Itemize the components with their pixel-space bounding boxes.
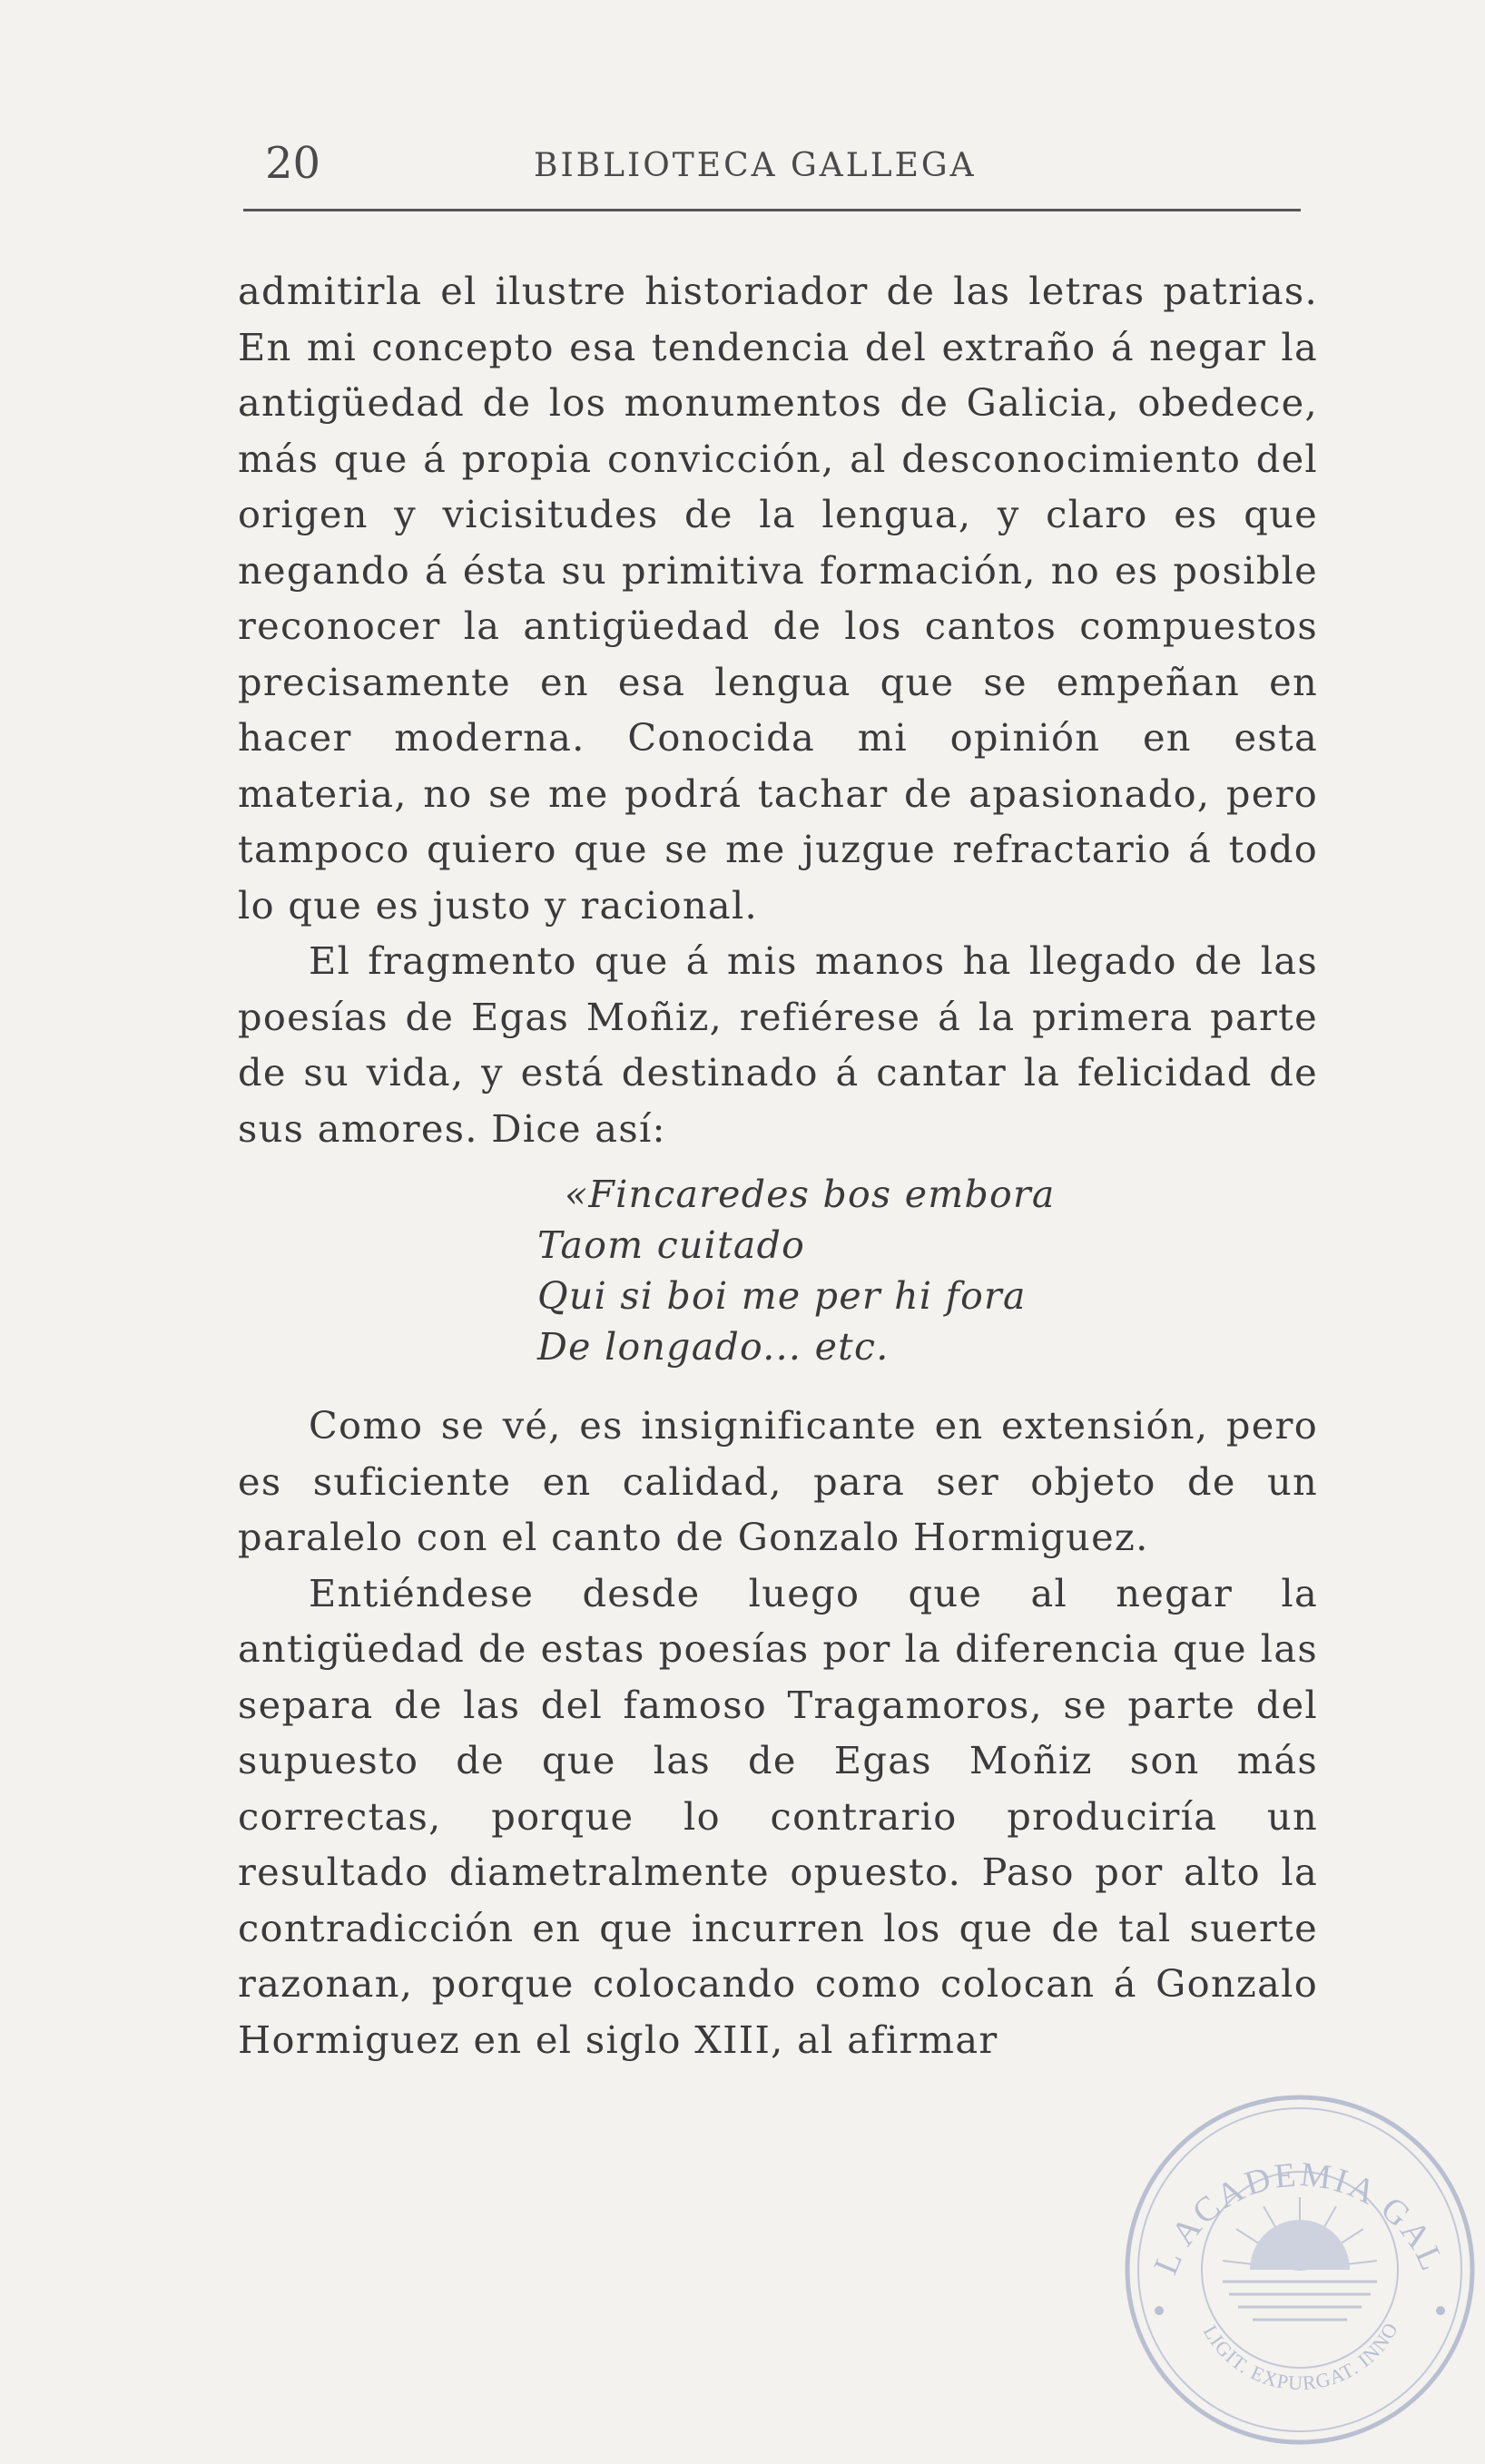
page-header xyxy=(243,138,1301,189)
running-title: BIBLIOTECA GALLEGA xyxy=(534,147,977,184)
stamp-seal-icon xyxy=(1118,2075,1481,2456)
body-text xyxy=(238,263,1318,2067)
page-number: 20 xyxy=(265,138,321,189)
verse-line: De longado... etc. xyxy=(537,1325,890,1369)
paragraph-1: admitirla el ilustre historiador de las letras patrias. En mi concepto esa tendencia del extraño á negar la antigüedad de los monumentos de Galicia, obedece, más que á propia convicción, al desconocimiento del origen y vicisitudes de la lengua, y claro es que negando á ésta su primitiva formación, no es posible reconocer la antigüedad de los cantos compuestos precisamente en esa lengua que se empeñan en hacer moderna. Conocida mi opinión en esta materia, no se me podrá tachar de apasionado, pero tampoco quiero que se me juzgue refractario á todo lo que es justo y racional. xyxy=(238,269,1318,928)
header-rule xyxy=(243,209,1301,211)
verse-quote xyxy=(537,1169,1318,1372)
library-stamp xyxy=(1118,2075,1481,2456)
verse-line: «Fincaredes bos embora xyxy=(565,1173,1056,1216)
verse-line: Taom cuitado xyxy=(537,1223,806,1267)
paragraph-4: Entiéndese desde luego que al negar la antigüedad de estas poesías por la diferencia que las separa de las del famoso Tragamoros, se parte del supuesto de que las de Egas Moñiz son más correctas, porque lo contrario produciría un resultado diametralmente opuesto. Paso por alto la contradicción en que incurren los que de tal suerte razonan, porque colocando como colocan á Gonzalo Hormiguez en el siglo XIII, al afirmar xyxy=(238,1570,1318,2062)
stamp-top-text: L ACADEMIA GAL xyxy=(1146,2155,1452,2281)
paragraph-2: El fragmento que á mis manos ha llegado de las poesías de Egas Moñiz, refiérese á la primera parte de su vida, y está destinado á cantar la felicidad de sus amores. Dice así: xyxy=(238,938,1318,1151)
verse-line: Qui si boi me per hi fora xyxy=(537,1274,1027,1318)
stamp-bottom-text: LIGIT. EXPURGAT. INNO xyxy=(1198,2318,1403,2395)
paragraph-3: Como se vé, es insignificante en extensión, pero es suficiente en calidad, para ser objeto de un paralelo con el canto de Gonzalo Hormiguez. xyxy=(238,1403,1318,1559)
